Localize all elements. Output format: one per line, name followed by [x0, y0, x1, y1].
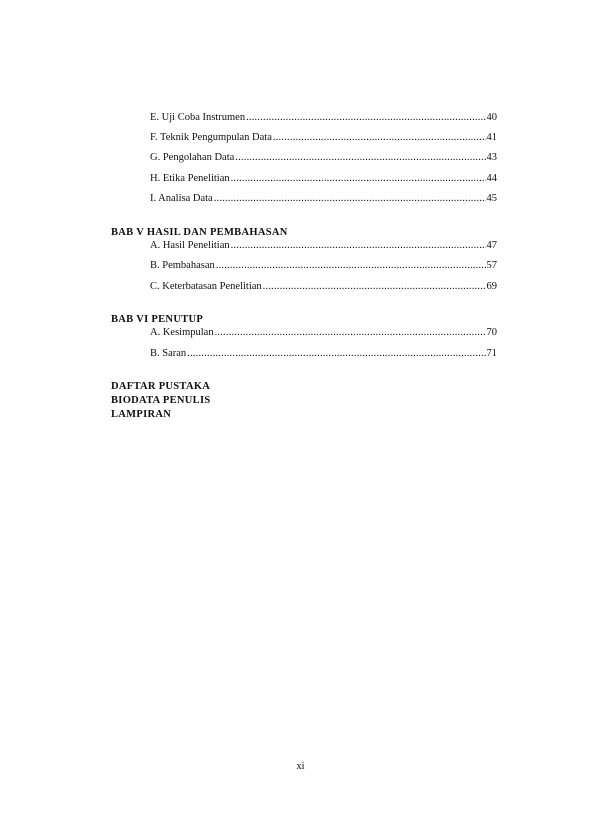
- chapter-heading-bab6: BAB VI PENUTUP: [111, 314, 204, 325]
- toc-entry-etika-penelitian: [150, 172, 497, 185]
- toc-entry-label: B. Saran: [150, 348, 187, 359]
- toc-entry-label: A. Kesimpulan: [150, 327, 214, 338]
- toc-entry-label: E. Uji Coba Instrumen: [150, 112, 246, 123]
- heading-lampiran: LAMPIRAN: [111, 409, 172, 420]
- toc-leader-dots: [216, 259, 486, 272]
- toc-entry-page: 71: [486, 348, 497, 359]
- toc-entry-page: 45: [486, 193, 497, 204]
- toc-entry-page: 44: [486, 173, 497, 184]
- page-number: xi: [296, 761, 305, 772]
- toc-leader-dots: [215, 326, 486, 339]
- toc-entry-pembahasan: [150, 259, 497, 272]
- toc-leader-dots: [246, 111, 485, 124]
- toc-entry-page: 69: [486, 281, 497, 292]
- toc-entry-pengolahan-data: [150, 151, 497, 164]
- chapter-heading-bab5: BAB V HASIL DAN PEMBAHASAN: [111, 227, 288, 238]
- toc-entry-uji-coba-instrumen: [150, 111, 497, 124]
- toc-entry-label: H. Etika Penelitian: [150, 173, 230, 184]
- toc-entry-page: 57: [486, 260, 497, 271]
- toc-leader-dots: [231, 239, 486, 252]
- toc-entry-label: I. Analisa Data: [150, 193, 213, 204]
- toc-leader-dots: [263, 280, 486, 293]
- toc-entry-hasil-penelitian: [150, 239, 497, 252]
- toc-entry-page: 41: [486, 132, 497, 143]
- heading-daftar-pustaka: DAFTAR PUSTAKA: [111, 381, 211, 392]
- toc-entry-label: A. Hasil Penelitian: [150, 240, 230, 251]
- toc-entry-page: 47: [486, 240, 497, 251]
- toc-leader-dots: [235, 151, 485, 164]
- toc-entry-keterbatasan-penelitian: [150, 280, 497, 293]
- toc-entry-page: 70: [486, 327, 497, 338]
- toc-entry-label: G. Pengolahan Data: [150, 152, 235, 163]
- toc-leader-dots: [273, 131, 486, 144]
- toc-entry-label: F. Teknik Pengumpulan Data: [150, 132, 272, 143]
- toc-entry-saran: [150, 347, 497, 360]
- toc-entry-label: B. Pembahasan: [150, 260, 215, 271]
- toc-entry-kesimpulan: [150, 326, 497, 339]
- toc-entry-teknik-pengumpulan-data: [150, 131, 497, 144]
- toc-entry-analisa-data: [150, 192, 497, 205]
- toc-entry-page: 40: [486, 112, 497, 123]
- toc-leader-dots: [187, 347, 485, 360]
- toc-leader-dots: [231, 172, 486, 185]
- toc-entry-label: C. Keterbatasan Penelitian: [150, 281, 262, 292]
- heading-biodata-penulis: BIODATA PENULIS: [111, 395, 211, 406]
- toc-leader-dots: [214, 192, 486, 205]
- toc-entry-page: 43: [486, 152, 497, 163]
